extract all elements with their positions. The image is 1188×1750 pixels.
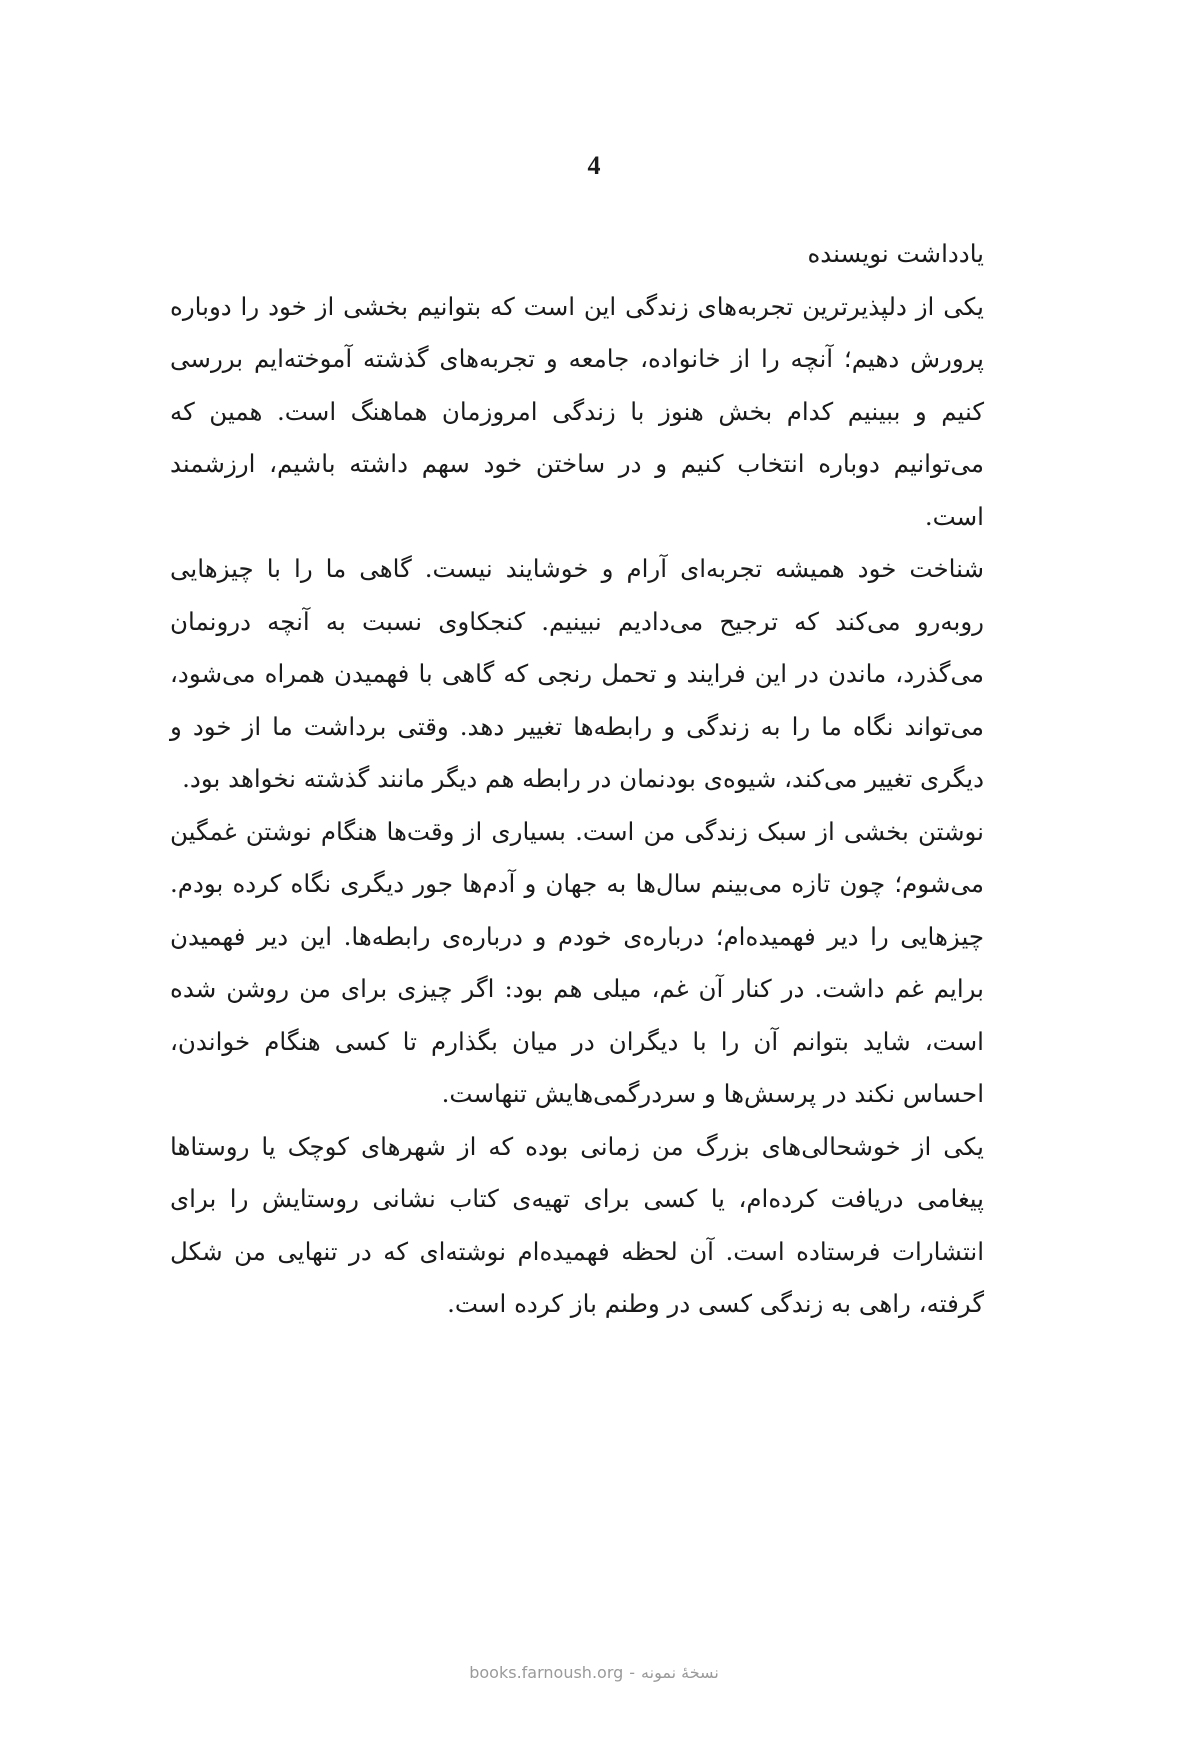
paragraph-1: یکی از دلپذیرترین تجربه‌های زندگی این است که بتوانیم بخشی از خود را دوباره پرورش دهیم؛ آنچه را از خانواده، جامعه و تجربه‌های گذشته آموخته‌ایم بررسی کنیم و ببینیم کدام بخش هنوز با زندگی امروزمان هماهنگ است. همین که می‌توانیم دوباره انتخاب کنیم و در ساختن خود سهم داشته باشیم، ارزشمند است. xyxy=(170,291,984,531)
section-title: یادداشت نویسنده xyxy=(807,239,984,268)
text-body xyxy=(170,228,984,1331)
footer-watermark xyxy=(0,1661,1188,1685)
paragraph-3: نوشتن بخشی از سبک زندگی من است. بسیاری از وقت‌ها هنگام نوشتن غمگین می‌شوم؛ چون تازه می‌بینم سال‌ها به جهان و آدم‌ها جور دیگری نگاه کرده بودم. چیزهایی را دیر فهمیده‌ام؛ درباره‌ی خودم و درباره‌ی رابطه‌ها. این دیر فهمیدن برایم غم داشت. در کنار آن غم، میلی هم بود: اگر چیزی برای من روشن شده است، شاید بتوانم آن را با دیگران در میان بگذارم تا کسی هنگام خواندن، احساس نکند در پرسش‌ها و سردرگمی‌هایش تنهاست. xyxy=(170,816,984,1108)
paragraph-4: یکی از خوشحالی‌های بزرگ من زمانی بوده که از شهرهای کوچک یا روستاها پیغامی دریافت کرده‌ام، یا کسی برای تهیه‌ی کتاب نشانی روستایش را برای انتشارات فرستاده است. آن لحظه فهمیده‌ام نوشته‌ای که در تنهایی من شکل گرفته، راهی به زندگی کسی در وطنم باز کرده است. xyxy=(170,1131,984,1318)
footer-site: books.farnoush.org xyxy=(469,1663,624,1682)
footer-separator: - xyxy=(629,1663,636,1682)
paragraph-2: شناخت خود همیشه تجربه‌ای آرام و خوشایند نیست. گاهی ما را با چیزهایی روبه‌رو می‌کند که ترجیح می‌دادیم نبینیم. کنجکاوی نسبت به آنچه درونمان می‌گذرد، ماندن در این فرایند و تحمل رنجی که گاهی با فهمیدن همراه می‌شود، می‌تواند نگاه ما را به زندگی و رابطه‌ها تغییر دهد. وقتی برداشت ما از خود و دیگری تغییر می‌کند، شیوه‌ی بودنمان در رابطه هم دیگر مانند گذشته نخواهد بود. xyxy=(170,554,984,793)
page-number: 4 xyxy=(587,151,601,180)
footer-sample-label: نسخهٔ نمونه xyxy=(641,1663,719,1682)
